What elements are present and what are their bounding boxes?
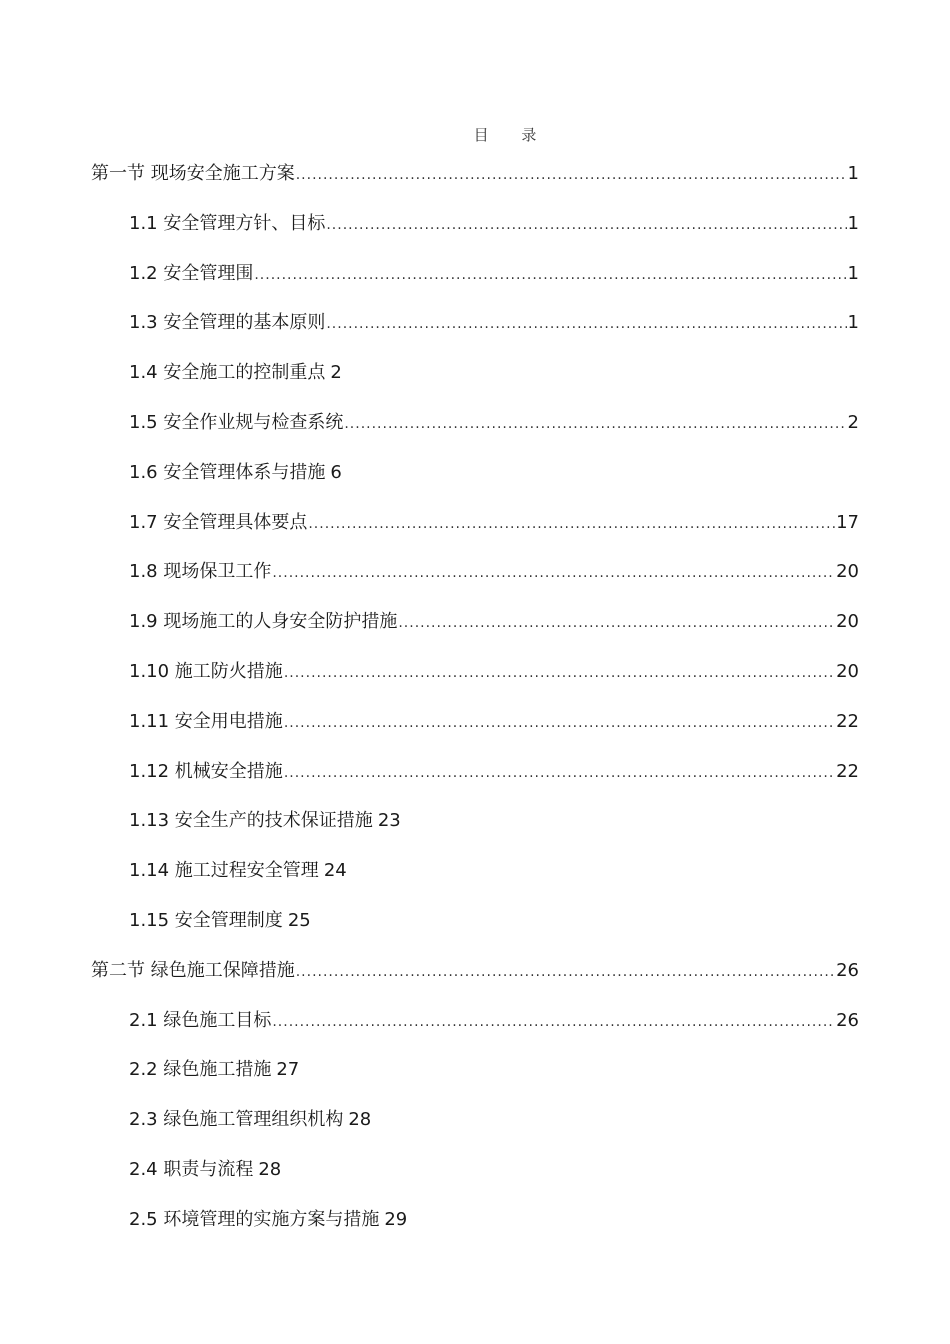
toc-page-number: 6 (330, 462, 342, 483)
toc-title: 目 录 (473, 126, 551, 144)
toc-page-number: 20 (836, 611, 859, 632)
toc-entry-label: 1.15 安全管理制度 (129, 910, 283, 931)
toc-entry[interactable] (129, 1158, 281, 1182)
toc-entry[interactable] (129, 212, 859, 236)
toc-dot-leader (296, 163, 847, 187)
toc-entry[interactable] (129, 710, 859, 734)
toc-entry[interactable] (129, 760, 859, 784)
toc-page-number: 27 (276, 1059, 300, 1080)
toc-entry-label: 1.10 施工防火措施 (129, 661, 283, 682)
toc-dot-leader (308, 512, 835, 536)
toc-page-number: 1 (847, 263, 859, 284)
toc-entry[interactable] (91, 959, 859, 983)
toc-entry-label: 1.3 安全管理的基本原则 (129, 312, 326, 333)
toc-entry[interactable] (129, 1009, 859, 1033)
toc-page-number: 26 (836, 1010, 859, 1031)
toc-page-number: 29 (384, 1209, 408, 1230)
toc-entry-label: 1.9 现场施工的人身安全防护措施 (129, 611, 398, 632)
toc-dot-leader (284, 761, 835, 785)
toc-page-number: 23 (377, 810, 401, 831)
toc-page-number: 26 (836, 960, 859, 981)
toc-dot-leader (296, 960, 835, 984)
toc-entry-label: 2.4 职责与流程 (129, 1159, 254, 1180)
toc-entry[interactable] (129, 610, 859, 634)
toc-entry-label: 1.5 安全作业规与检查系统 (129, 412, 344, 433)
toc-entry[interactable] (129, 262, 859, 286)
toc-entry-label: 2.1 绿色施工目标 (129, 1010, 272, 1031)
toc-entry[interactable] (129, 909, 311, 933)
toc-entry[interactable] (129, 1108, 371, 1132)
toc-page-number: 28 (348, 1109, 372, 1130)
toc-entry-label: 1.13 安全生产的技术保证措施 (129, 810, 373, 831)
toc-entry[interactable] (129, 511, 859, 535)
toc-entry-label: 第一节 现场安全施工方案 (91, 163, 295, 184)
toc-entry-label: 1.7 安全管理具体要点 (129, 512, 308, 533)
toc-entry[interactable] (129, 1058, 299, 1082)
toc-page-number: 1 (847, 213, 859, 234)
toc-page-number: 20 (836, 561, 859, 582)
toc-entry[interactable] (91, 162, 859, 186)
toc-dot-leader (284, 661, 835, 685)
toc-page-number: 25 (287, 910, 311, 931)
toc-page-number: 22 (836, 711, 859, 732)
toc-entry[interactable] (129, 809, 401, 833)
toc-dot-leader (326, 213, 846, 237)
toc-dot-leader (326, 312, 846, 336)
toc-page-number: 2 (330, 362, 342, 383)
toc-entry-label: 1.14 施工过程安全管理 (129, 860, 319, 881)
toc-entry[interactable] (129, 560, 859, 584)
toc-page-number: 1 (847, 312, 859, 333)
toc-page-number: 28 (258, 1159, 282, 1180)
toc-page-number: 24 (323, 860, 347, 881)
toc-page-number: 22 (836, 761, 859, 782)
toc-entry[interactable] (129, 1208, 407, 1232)
toc-entry[interactable] (129, 311, 859, 335)
toc-dot-leader (272, 561, 835, 585)
toc-entry[interactable] (129, 660, 859, 684)
toc-entry[interactable] (129, 361, 342, 385)
toc-entry[interactable] (129, 461, 342, 485)
toc-entry-label: 1.8 现场保卫工作 (129, 561, 272, 582)
toc-entry-label: 1.12 机械安全措施 (129, 761, 283, 782)
toc-entry-label: 第二节 绿色施工保障措施 (91, 960, 295, 981)
toc-page-number: 17 (836, 512, 859, 533)
toc-entry-label: 1.2 安全管理围 (129, 263, 254, 284)
toc-entry[interactable] (129, 859, 347, 883)
toc-dot-leader (398, 611, 835, 635)
toc-entry-label: 2.3 绿色施工管理组织机构 (129, 1109, 344, 1130)
toc-page-number: 2 (847, 412, 859, 433)
toc-dot-leader (284, 711, 835, 735)
toc-entry-label: 1.11 安全用电措施 (129, 711, 283, 732)
toc-entry-label: 1.1 安全管理方针、目标 (129, 213, 326, 234)
toc-page-number: 20 (836, 661, 859, 682)
toc-entry-label: 2.5 环境管理的实施方案与措施 (129, 1209, 380, 1230)
toc-dot-leader (344, 412, 846, 436)
toc-dot-leader (272, 1010, 835, 1034)
toc-entry-label: 1.4 安全施工的控制重点 (129, 362, 326, 383)
toc-entry-label: 1.6 安全管理体系与措施 (129, 462, 326, 483)
toc-dot-leader (254, 263, 846, 287)
toc-entry[interactable] (129, 411, 859, 435)
toc-entry-label: 2.2 绿色施工措施 (129, 1059, 272, 1080)
toc-page-number: 1 (847, 163, 859, 184)
